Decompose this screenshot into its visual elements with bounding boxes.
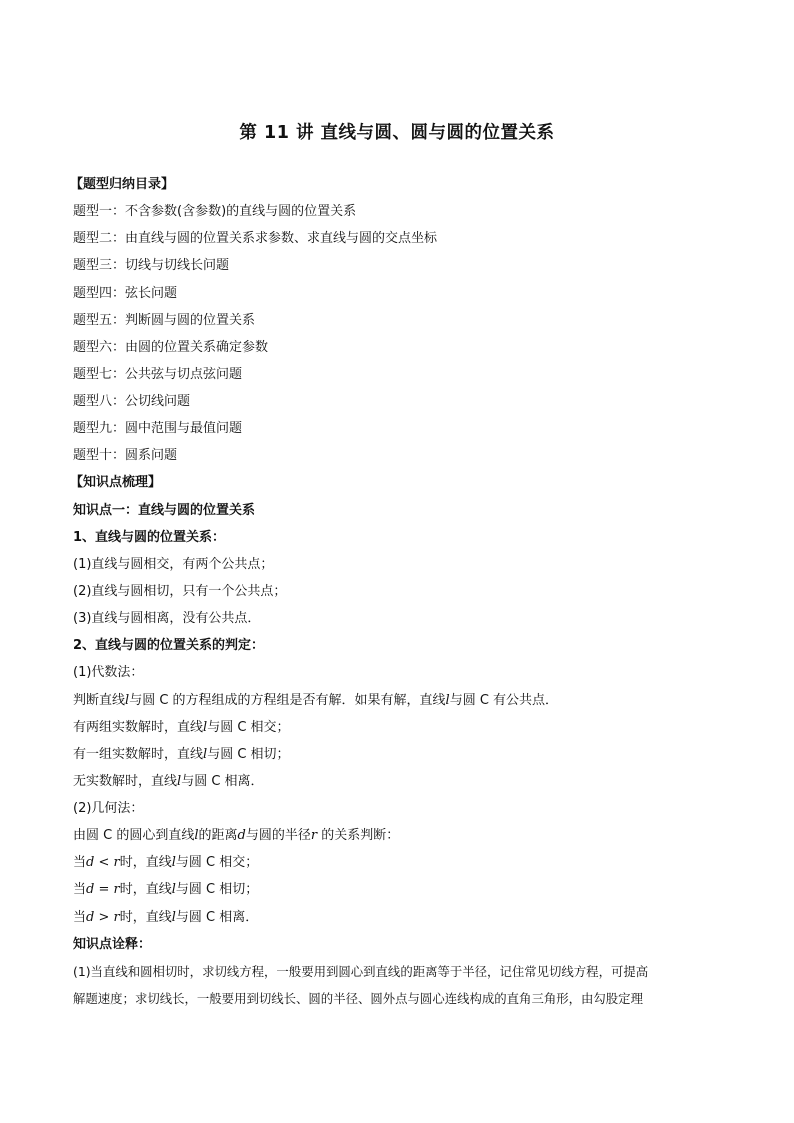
section-title: 1、直线与圆的位置关系： [73, 530, 226, 545]
algebra-line [73, 745, 733, 764]
math-condition: d = r [86, 882, 120, 897]
text-run: 的关系判断： [317, 828, 400, 843]
notes-title: 知识点诠释： [73, 937, 152, 952]
section-title: 2、直线与圆的位置关系的判定： [73, 638, 265, 653]
math-condition: d > r [86, 910, 120, 925]
catalog-heading: 【题型归纳目录】 [70, 177, 175, 192]
relation-item: (3)直线与圆相离，没有公共点． [73, 611, 261, 626]
math-variable: d [237, 828, 246, 843]
text-run: 与圆 C 相交； [207, 720, 290, 735]
geometry-line [73, 853, 733, 872]
catalog-item: 题型三：切线与切线长问题 [73, 258, 230, 273]
method-title: (1)代数法： [73, 665, 144, 680]
geometry-line [73, 880, 733, 899]
math-variable: l [125, 693, 130, 708]
method-title: (2)几何法： [73, 801, 144, 816]
text-run: 与圆 C 相交； [175, 855, 259, 870]
notes-paragraph-line: 解题速度；求切线长，一般要用到切线长、圆的半径、圆外点与圆心连线构成的直角三角形，由勾股定理 [73, 991, 643, 1006]
text-run: 与圆 C 相离． [181, 774, 264, 789]
catalog-item: 题型四：弦长问题 [73, 286, 178, 301]
math-condition: d < r [86, 855, 120, 870]
catalog-item: 题型十：圆系问题 [73, 448, 178, 463]
math-variable: l [194, 828, 199, 843]
text-run: 与圆 C 相切； [207, 747, 290, 762]
math-variable: l [171, 882, 176, 897]
catalog-item: 题型二：由直线与圆的位置关系求参数、求直线与圆的交点坐标 [73, 231, 438, 246]
text-run: 与圆的半径 [245, 828, 311, 843]
text-run: 时，直线 [119, 882, 172, 897]
geometry-line [73, 908, 733, 927]
knowledge-point-title: 知识点一：直线与圆的位置关系 [73, 503, 256, 518]
text-run: 有两组实数解时，直线 [73, 720, 204, 735]
geometry-intro [73, 826, 733, 845]
text-run: 有一组实数解时，直线 [73, 747, 204, 762]
text-run: 判断直线 [73, 693, 126, 708]
text-run: 时，直线 [119, 910, 172, 925]
text-run: 与圆 C 的方程组成的方程组是否有解．如果有解，直线 [129, 693, 446, 708]
text-run: 当 [73, 882, 87, 897]
catalog-item: 题型五：判断圆与圆的位置关系 [73, 313, 256, 328]
math-variable: l [203, 747, 208, 762]
algebra-line [73, 691, 733, 710]
text-run: 与圆 C 有公共点． [449, 693, 559, 708]
math-variable: l [171, 855, 176, 870]
relation-item: (1)直线与圆相交，有两个公共点； [73, 557, 274, 572]
catalog-item: 题型九：圆中范围与最值问题 [73, 421, 243, 436]
text-run: 时，直线 [119, 855, 172, 870]
catalog-item: 题型八：公切线问题 [73, 394, 191, 409]
text-run: 与圆 C 相切； [175, 882, 259, 897]
text-run: 由圆 C 的圆心到直线 [73, 828, 195, 843]
page-title: 第 11 讲 直线与圆、圆与圆的位置关系 [239, 123, 555, 143]
math-variable: l [177, 774, 182, 789]
knowledge-heading: 【知识点梳理】 [70, 475, 162, 490]
relation-item: (2)直线与圆相切，只有一个公共点； [73, 584, 287, 599]
math-variable: r [310, 828, 318, 843]
math-variable: l [171, 910, 176, 925]
algebra-line [73, 718, 733, 737]
text-run: 当 [73, 855, 87, 870]
catalog-item: 题型六：由圆的位置关系确定参数 [73, 340, 269, 355]
catalog-item: 题型一：不含参数(含参数)的直线与圆的位置关系 [73, 204, 357, 219]
text-run: 当 [73, 910, 87, 925]
text-run: 的距离 [198, 828, 238, 843]
notes-paragraph-line: (1)当直线和圆相切时，求切线方程，一般要用到圆心到直线的距离等于半径，记住常见切线方程，可提高 [73, 964, 649, 979]
text-run: 无实数解时，直线 [73, 774, 178, 789]
text-run: 与圆 C 相离． [175, 910, 259, 925]
catalog-item: 题型七：公共弦与切点弦问题 [73, 367, 243, 382]
algebra-line [73, 772, 733, 791]
math-variable: l [445, 693, 450, 708]
math-variable: l [203, 720, 208, 735]
